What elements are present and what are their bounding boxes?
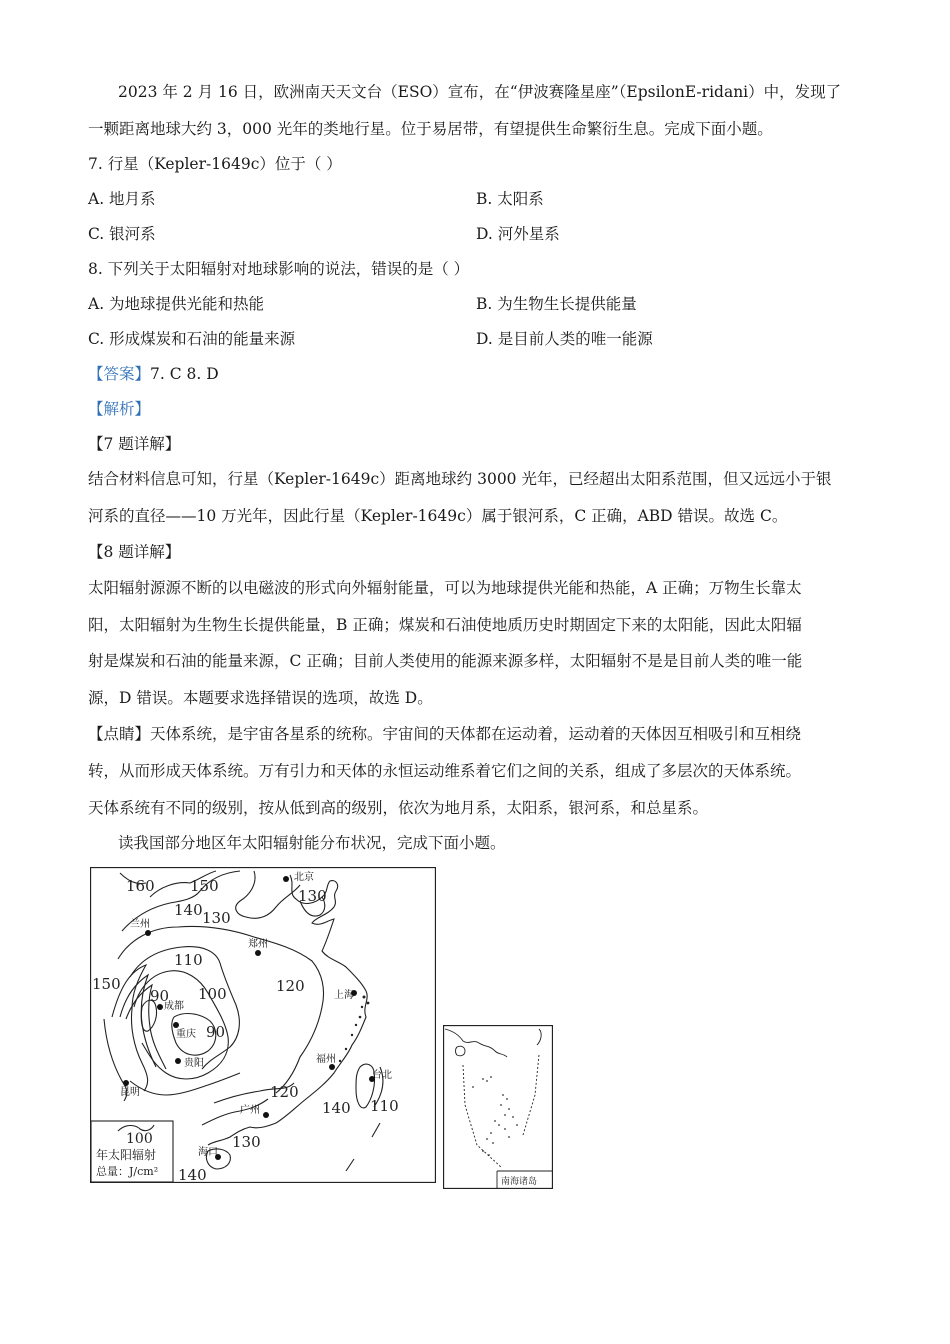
tip-tag: 【点睛】 bbox=[88, 725, 151, 743]
d8-title: 【8 题详解】 bbox=[88, 543, 181, 561]
tip-line-3: 天体系统有不同的级别，按从低到高的级别，依次为地月系，太阳系，银河系，和总星系。 bbox=[88, 799, 709, 817]
q7-option-d: D. 河外星系 bbox=[476, 225, 560, 243]
map-intro: 读我国部分地区年太阳辐射能分布状况，完成下面小题。 bbox=[118, 834, 506, 852]
q7-option-b: B. 太阳系 bbox=[476, 190, 544, 208]
label-beijing: 北京 bbox=[294, 872, 314, 883]
d7-line-2: 河系的直径——10 万光年，因此行星（Kepler-1649c）属于银河系，C 正确，ABD 错误。故选 C。 bbox=[88, 507, 788, 525]
tip-line-2: 转，从而形成天体系统。万有引力和天体的永恒运动维系着它们之间的关系，组成了多层次的天体系统。 bbox=[88, 762, 802, 780]
value-110-taiwan: 110 bbox=[370, 1097, 399, 1115]
d7-line-1: 结合材料信息可知，行星（Kepler-1649c）距离地球约 3000 光年，已经超出太阳系范围，但又远远小于银 bbox=[88, 470, 832, 488]
label-fuzhou: 福州 bbox=[316, 1054, 336, 1065]
q8-option-c: C. 形成煤炭和石油的能量来源 bbox=[88, 330, 296, 348]
analysis-line bbox=[88, 398, 150, 420]
intro-line-2: 一颗距离地球大约 3，000 光年的类地行星。位于易居带，有望提供生命繁衍生息。完成下面小题。 bbox=[88, 120, 773, 138]
value-160: 160 bbox=[126, 877, 155, 895]
d8-line-3: 射是煤炭和石油的能量来源，C 正确；目前人类使用的能源来源多样，太阳辐射不是是目前人类的唯一能 bbox=[88, 652, 803, 670]
value-90-chengdu: 90 bbox=[150, 987, 170, 1005]
intro-line-1: 2023 年 2 月 16 日，欧洲南天天文台（ESO）宣布，在“伊波赛隆星座”（EpsilonE-ridani）中，发现了 bbox=[118, 83, 842, 101]
tip-line-1 bbox=[88, 723, 801, 745]
q8-stem: 8. 下列关于太阳辐射对地球影响的说法，错误的是（ ） bbox=[88, 260, 470, 278]
legend-title: 年太阳辐射 bbox=[96, 1148, 157, 1162]
answer-line bbox=[88, 363, 219, 385]
q8-option-b: B. 为生物生长提供能量 bbox=[476, 295, 637, 313]
value-140-taiwan-strait: 140 bbox=[322, 1099, 351, 1117]
q7-stem: 7. 行星（Kepler-1649c）位于（ ） bbox=[88, 155, 342, 173]
value-150-north: 150 bbox=[190, 877, 219, 895]
answer-text: 7. C 8. D bbox=[150, 365, 219, 383]
value-140-hainan: 140 bbox=[178, 1166, 207, 1183]
d8-line-1: 太阳辐射源源不断的以电磁波的形式向外辐射能量，可以为地球提供光能和热能，A 正确；万物生长靠太 bbox=[88, 579, 802, 597]
label-chengdu: 成都 bbox=[164, 1001, 184, 1012]
label-kunming: 昆明 bbox=[120, 1087, 140, 1098]
label-taibei: 台北 bbox=[372, 1070, 392, 1081]
label-haikou: 海口 bbox=[198, 1147, 218, 1158]
label-zhengzhou: 郑州 bbox=[248, 939, 268, 950]
q7-option-c: C. 银河系 bbox=[88, 225, 156, 243]
analysis-tag: 【解析】 bbox=[88, 400, 151, 418]
q8-option-a: A. 为地球提供光能和热能 bbox=[88, 295, 265, 313]
value-110: 110 bbox=[174, 951, 203, 969]
value-120-east: 120 bbox=[276, 977, 305, 995]
tip-text-1: 天体系统，是宇宙各星系的统称。宇宙间的天体都在运动着，运动着的天体因互相吸引和互相绕 bbox=[150, 725, 802, 743]
legend-value: 100 bbox=[126, 1131, 153, 1147]
inset-label: 南海诸岛 bbox=[501, 1177, 538, 1187]
label-guangzhou: 广州 bbox=[240, 1105, 260, 1116]
label-lanzhou: 兰州 bbox=[130, 919, 150, 930]
value-90-chongqing: 90 bbox=[206, 1023, 226, 1041]
q7-option-a: A. 地月系 bbox=[88, 190, 156, 208]
label-chongqing: 重庆 bbox=[176, 1029, 196, 1040]
value-100: 100 bbox=[198, 985, 227, 1003]
south-china-sea-inset bbox=[443, 1025, 553, 1189]
value-140-north: 140 bbox=[174, 901, 203, 919]
solar-radiation-map bbox=[90, 867, 436, 1183]
value-130-beijing: 130 bbox=[298, 887, 327, 905]
legend-unit: 总量：J/cm² bbox=[96, 1165, 159, 1178]
label-guiyang: 贵阳 bbox=[184, 1058, 204, 1069]
d7-title: 【7 题详解】 bbox=[88, 435, 181, 453]
value-130-south: 130 bbox=[232, 1133, 261, 1151]
inset-frame bbox=[444, 1026, 553, 1189]
label-shanghai: 上海 bbox=[334, 990, 354, 1001]
d8-line-4: 源，D 错误。本题要求选择错误的选项，故选 D。 bbox=[88, 689, 433, 707]
value-120-south: 120 bbox=[270, 1083, 299, 1101]
q8-option-d: D. 是目前人类的唯一能源 bbox=[476, 330, 653, 348]
answer-tag: 【答案】 bbox=[88, 365, 151, 383]
value-130-north: 130 bbox=[202, 909, 231, 927]
d8-line-2: 阳，太阳辐射为生物生长提供能量，B 正确；煤炭和石油使地质历史时期固定下来的太阳能，因此太阳辐 bbox=[88, 616, 802, 634]
value-150-west: 150 bbox=[92, 975, 121, 993]
